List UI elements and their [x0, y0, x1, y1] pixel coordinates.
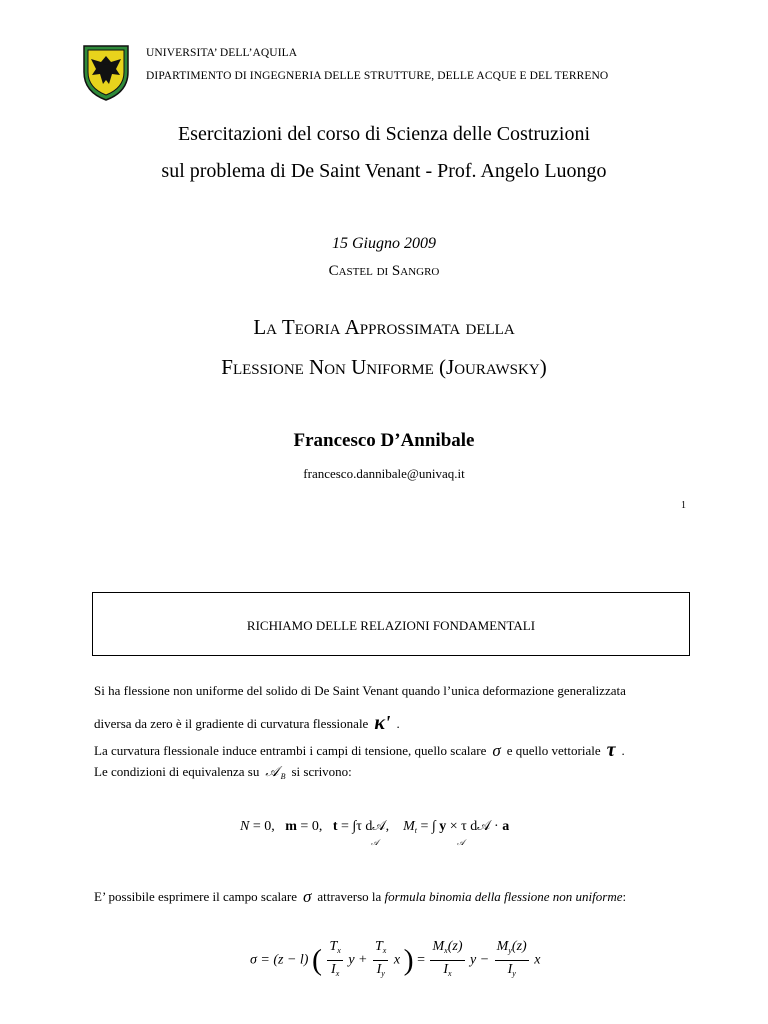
author-name: Francesco D’Annibale — [293, 430, 475, 451]
main-title-line-2: Flessione Non Uniforme (Jourawsky) — [221, 355, 547, 379]
eq2-Mx-arg: (z) — [447, 939, 463, 954]
paragraph-4-text-a: Le condizioni di equivalenza su — [94, 764, 260, 779]
equivalence-equation — [240, 819, 509, 835]
eq1-Mt-rhs: = ∫ — [417, 819, 436, 834]
eq2-Iy: I — [376, 962, 382, 977]
paragraph-3-text-a: La curvatura flessionale induce entrambi i campi di tensione, quello scalare — [94, 743, 487, 758]
eq2-Ix2: I — [443, 962, 449, 977]
eq1-Mt: M — [403, 819, 415, 834]
eq2-frac-Tx-Iy — [373, 938, 388, 983]
eq2-Tx: T — [329, 939, 338, 954]
eq1-Mt-sub: t — [414, 826, 418, 835]
eq2-Iy2-sub: y — [512, 969, 516, 978]
paragraph-3 — [94, 738, 625, 761]
paragraph-2-end: . — [396, 716, 400, 731]
eq1-N: N — [240, 819, 250, 834]
paragraph-3-end: . — [621, 743, 625, 758]
eq1-integral-sub-1: 𝒜 — [371, 838, 379, 847]
section-title: RICHIAMO DELLE RELAZIONI FONDAMENTALI — [246, 618, 536, 633]
paragraph-2-text: diversa da zero è il gradiente di curvatura flessionale — [94, 716, 369, 731]
main-title-line-1: La Teoria Approssimata della — [253, 315, 515, 339]
eq2-Iy-sub: y — [381, 969, 385, 978]
eq2-Ix2-sub: x — [448, 969, 452, 978]
eq1-cross: × τ d𝒜 · — [446, 819, 499, 834]
eq2-frac-My-Iy — [495, 938, 529, 983]
paragraph-3-text-b: e quello vettoriale — [506, 743, 601, 758]
area-symbol: 𝒜 — [265, 764, 279, 780]
paragraph-5-text-b: attraverso la — [317, 889, 382, 904]
eq2-close-paren: ) — [403, 943, 414, 977]
paragraph-5-text-a: E’ possibile esprimere il campo scalare — [94, 889, 297, 904]
eq2-Mx: M — [432, 939, 445, 954]
eq2-frac-Mx-Ix — [430, 938, 464, 983]
eq1-zero-2: = 0, — [296, 819, 323, 834]
eq2-x-end: x — [534, 952, 541, 968]
eq2-frac-Tx-Ix — [327, 938, 342, 983]
eq2-Tx-sub: x — [337, 946, 341, 955]
sigma-symbol: σ — [492, 741, 501, 760]
paragraph-5-italic: formula binomia della flessione non uniforme — [384, 889, 623, 904]
paragraph-4-text-b: si scrivono: — [291, 764, 352, 779]
paragraph-2 — [94, 711, 400, 734]
eq2-y-minus: y − — [470, 952, 490, 968]
eq2-Ty: T — [375, 939, 383, 954]
paragraph-5 — [94, 886, 626, 906]
author-email[interactable]: francesco.dannibale@univaq.it — [303, 466, 465, 481]
eq2-equals: = — [417, 952, 425, 968]
university-crest-icon — [81, 42, 131, 102]
page-number: 1 — [681, 500, 686, 511]
sigma-symbol-2: σ — [303, 887, 312, 906]
eq1-zero-1: = 0, — [249, 819, 275, 834]
eq2-My-sub: y — [508, 946, 512, 955]
eq2-Ix-sub: x — [335, 969, 340, 978]
university-name: UNIVERSITA’ DELL’AQUILA — [146, 47, 298, 59]
eq1-m: m — [285, 819, 297, 834]
eq2-Ty-sub: x — [382, 946, 387, 955]
eq2-My-arg: (z) — [511, 939, 527, 954]
area-subscript: B — [280, 772, 286, 781]
eq2-open-paren: ( — [311, 943, 322, 977]
eq1-t: t — [332, 819, 338, 834]
paragraph-1: Si ha flessione non uniforme del solido di De Saint Venant quando l’unica deformazione generalizzata — [94, 683, 626, 698]
eq2-Iy2: I — [507, 962, 513, 977]
eq1-y: y — [439, 819, 447, 834]
eq2-x: x — [393, 952, 401, 968]
eq2-y-plus: y + — [348, 952, 368, 968]
paragraph-4 — [94, 764, 352, 781]
event-place: Castel di Sangro — [328, 263, 440, 279]
kappa-prime-symbol: κ' — [374, 712, 391, 734]
event-date: 15 Giugno 2009 — [332, 235, 436, 252]
paragraph-5-end: : — [622, 889, 627, 904]
eq2-Mx-sub: x — [444, 946, 448, 955]
eq1-integral-sub-2: 𝒜 — [457, 838, 465, 847]
eq1-t-rhs: = ∫τ d𝒜, — [337, 819, 390, 834]
eq2-My: M — [496, 939, 509, 954]
eq2-lhs: σ = (z − l) — [250, 952, 309, 968]
department-name: DIPARTIMENTO DI INGEGNERIA DELLE STRUTTURE, DELLE ACQUE E DEL TERRENO — [146, 70, 609, 82]
course-title-line-2: sul problema di De Saint Venant - Prof. Angelo Luongo — [161, 160, 607, 182]
tau-symbol: τ — [606, 739, 616, 761]
binomial-formula — [250, 938, 540, 982]
eq1-a: a — [502, 819, 510, 834]
eq2-Ix: I — [331, 962, 336, 977]
course-title-line-1: Esercitazioni del corso di Scienza delle Costruzioni — [177, 123, 591, 145]
